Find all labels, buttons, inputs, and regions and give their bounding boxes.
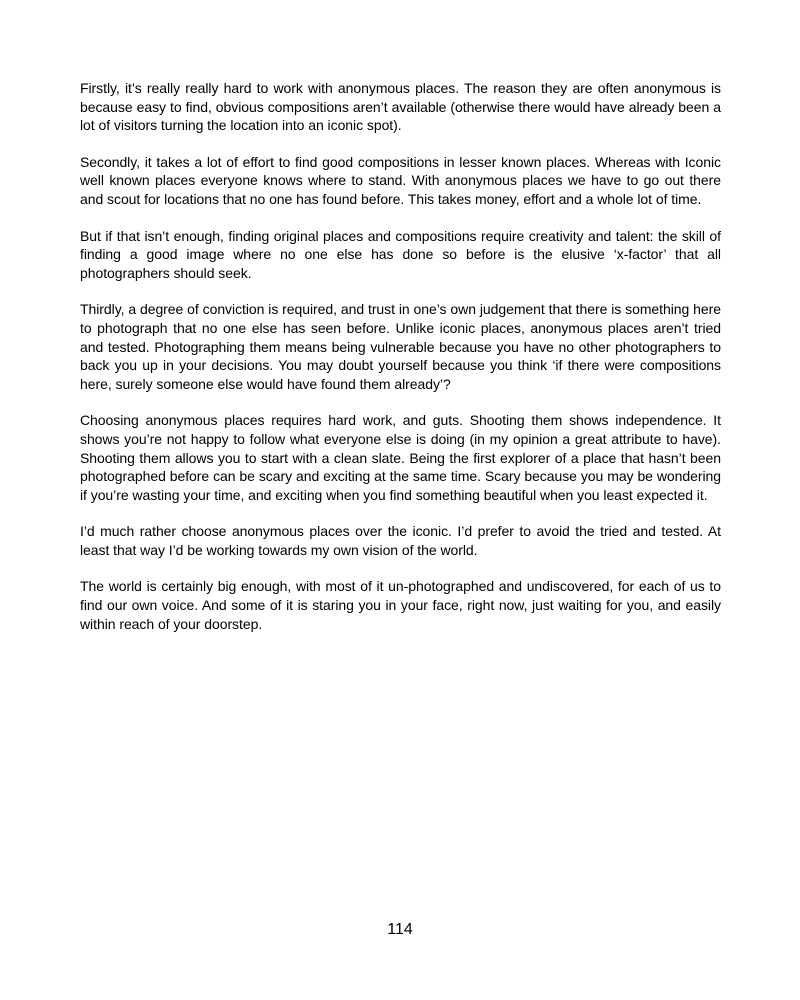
paragraph-7: The world is certainly big enough, with most of it un-photographed and undiscovered, for each of us to find our own voice. And some of it is staring you in your face, right now, just waiting for you, and easily within reach of your doorstep. [80, 578, 721, 632]
paragraph-3: But if that isn’t enough, finding original places and compositions require creativity and talent: the skill of finding a good image where no one else has done so before is the elusive ‘x-factor’ that all photographers should seek. [80, 227, 721, 281]
paragraph-6: I’d much rather choose anonymous places over the iconic. I’d prefer to avoid the tried and tested. At least that way I’d be working towards my own vision of the world. [80, 523, 721, 558]
paragraph-5: Choosing anonymous places requires hard work, and guts. Shooting them shows independence. It shows you’re not happy to follow what everyone else is doing (in my opinion a great attribute to have). Shooting them allows you to start with a clean slate. Being the first explorer of a place that hasn’t been photographed before can be scary and exciting at the same time. Scary because you may be wondering if you’re wasting your time, and exciting when you find something beautiful when you least expected it. [80, 412, 721, 503]
paragraph-2: Secondly, it takes a lot of effort to find good compositions in lesser known places. Whereas with Iconic well known places everyone knows where to stand. With anonymous places we have to go out there and scout for locations that no one has found before. This takes money, effort and a whole lot of time. [80, 153, 721, 207]
page-number: 114 [387, 921, 413, 938]
paragraph-1: Firstly, it’s really really hard to work with anonymous places. The reason they are often anonymous is because easy to find, obvious compositions aren’t available (otherwise there would have already been a lot of visitors turning the location into an iconic spot). [80, 80, 721, 134]
paragraph-4: Thirdly, a degree of conviction is required, and trust in one’s own judgement that there is something here to photograph that no one else has seen before. Unlike iconic places, anonymous places aren’t tried and tested. Photographing them means being vulnerable because you have no other photographers to back you up in your decisions. You may doubt yourself because you think ‘if there were compositions here, surely someone else would have found them already’? [80, 301, 721, 392]
body-text [80, 79, 721, 651]
